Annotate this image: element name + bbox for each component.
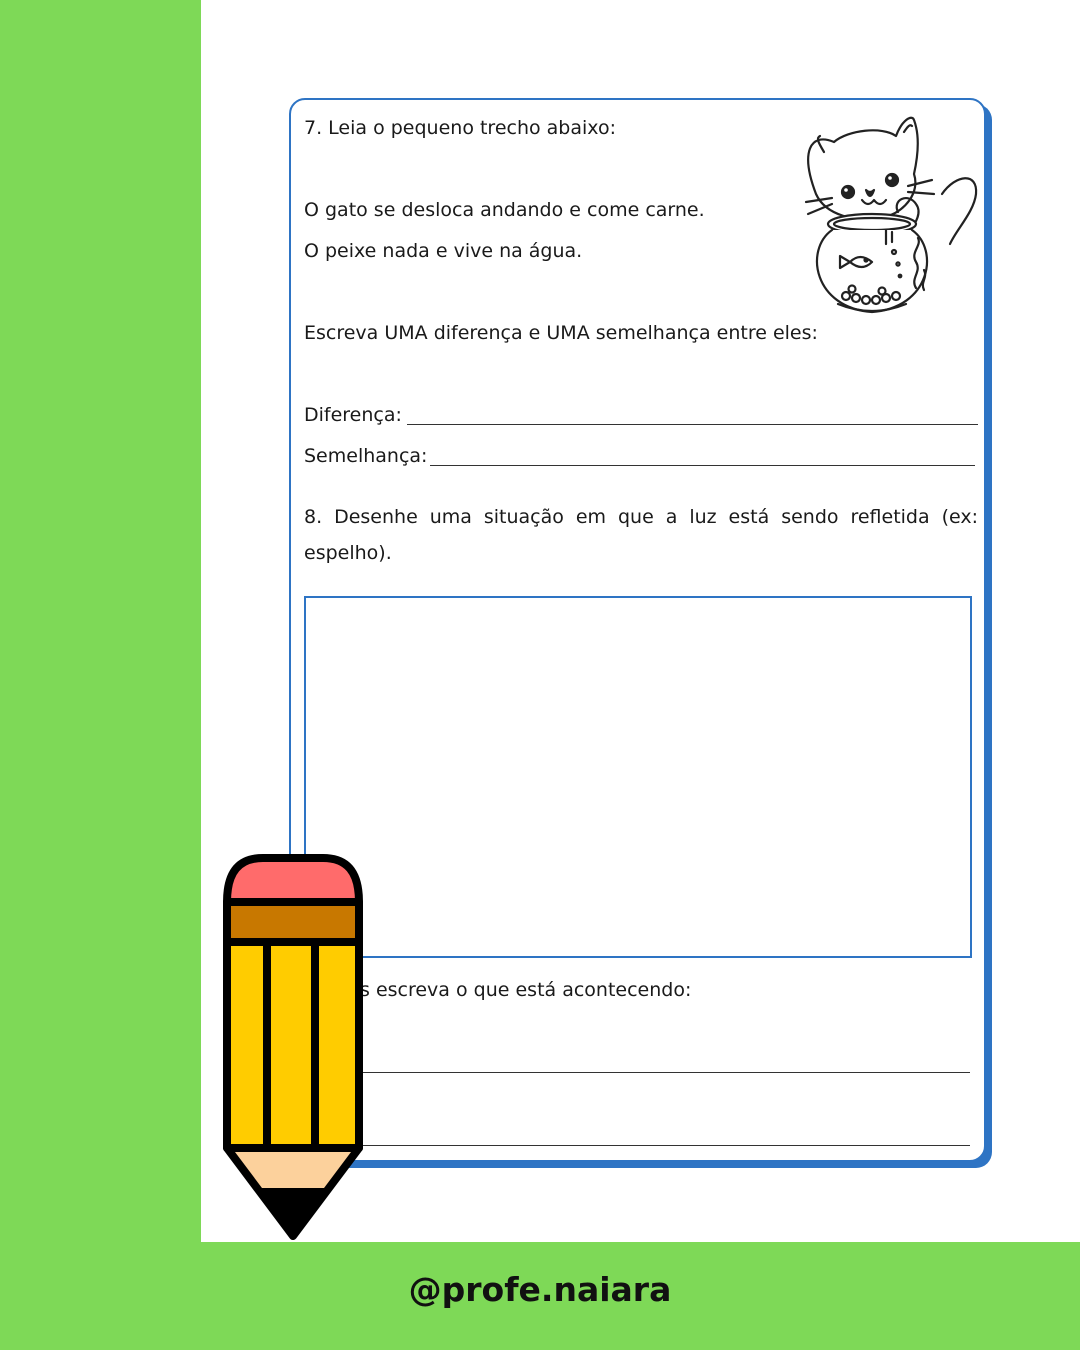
similarity-answer-line[interactable] xyxy=(430,465,975,466)
answer-line-1[interactable] xyxy=(360,1072,970,1073)
q7-excerpt-line-2: O peixe nada e vive na água. xyxy=(304,240,583,262)
cat-fishbowl-illustration xyxy=(796,112,982,324)
q8-follow-up-instruction: s escreva o que está acontecendo: xyxy=(360,979,692,1001)
q7-prompt: 7. Leia o pequeno trecho abaixo: xyxy=(304,117,616,139)
drawing-area[interactable] xyxy=(304,596,972,958)
q7-instruction: Escreva UMA diferença e UMA semelhança entre eles: xyxy=(304,322,818,344)
answer-line-2[interactable] xyxy=(360,1145,970,1146)
similarity-label: Semelhança: xyxy=(304,445,428,467)
difference-label: Diferença: xyxy=(304,404,402,426)
difference-answer-line[interactable] xyxy=(407,424,978,425)
pencil-icon xyxy=(219,850,367,1242)
author-handle: @profe.naiara xyxy=(408,1270,672,1309)
q7-excerpt-line-1: O gato se desloca andando e come carne. xyxy=(304,199,705,221)
q8-prompt: 8. Desenhe uma situação em que a luz está sendo refletida (ex: espelho). xyxy=(304,506,978,564)
